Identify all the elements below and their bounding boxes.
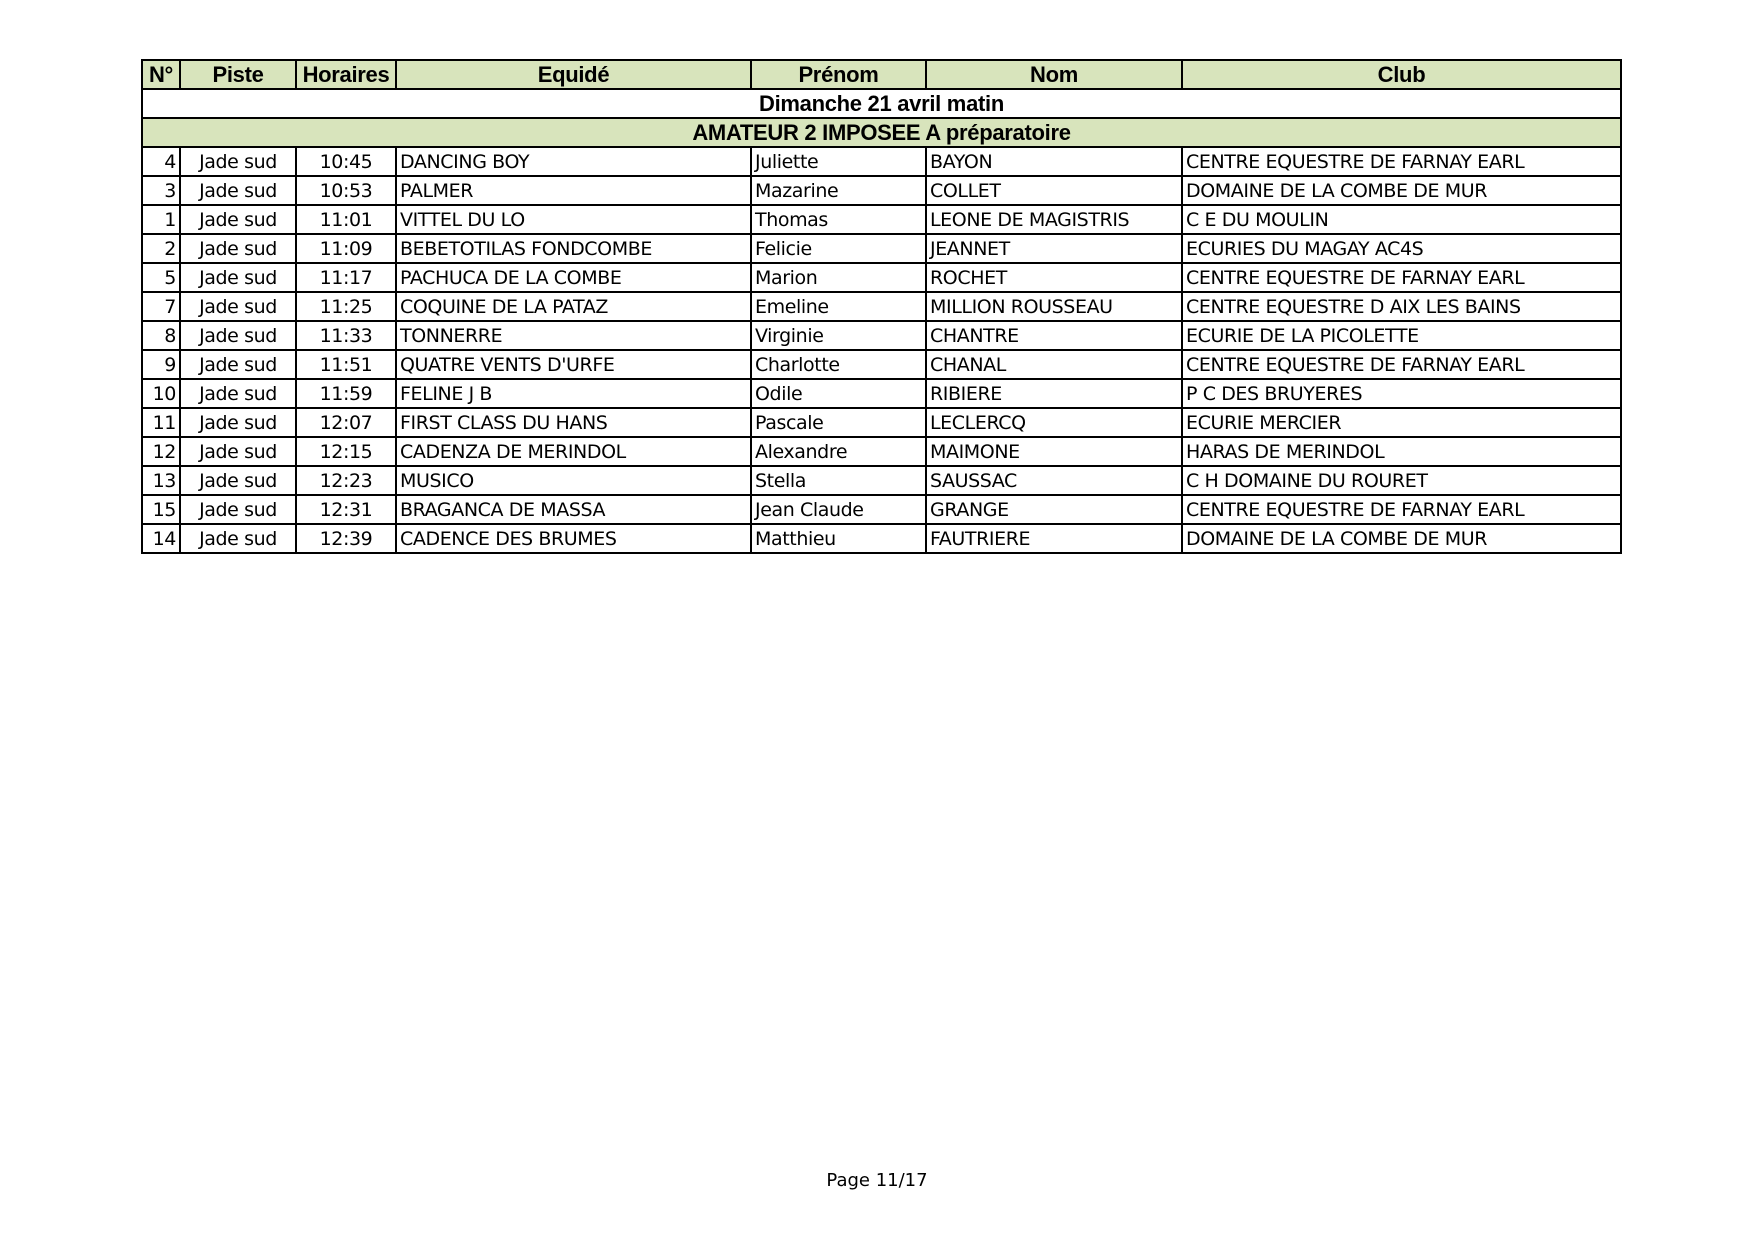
- cell-equide: TONNERRE: [396, 321, 751, 350]
- table-row: [142, 321, 1621, 350]
- cell-horaire: 11:59: [296, 379, 396, 408]
- class-heading: AMATEUR 2 IMPOSEE A préparatoire: [142, 118, 1621, 147]
- cell-piste: Jade sud: [180, 263, 296, 292]
- cell-piste: Jade sud: [180, 205, 296, 234]
- cell-num: 9: [142, 350, 180, 379]
- day-heading-row: [142, 89, 1621, 118]
- cell-equide: FIRST CLASS DU HANS: [396, 408, 751, 437]
- table-row: [142, 263, 1621, 292]
- cell-nom: BAYON: [926, 147, 1182, 176]
- cell-nom: LEONE DE MAGISTRIS: [926, 205, 1182, 234]
- cell-prenom: Emeline: [751, 292, 926, 321]
- cell-club: CENTRE EQUESTRE DE FARNAY EARL: [1182, 147, 1621, 176]
- cell-piste: Jade sud: [180, 408, 296, 437]
- cell-horaire: 11:09: [296, 234, 396, 263]
- col-header-prenom: Prénom: [751, 60, 926, 89]
- cell-num: 11: [142, 408, 180, 437]
- cell-num: 1: [142, 205, 180, 234]
- cell-piste: Jade sud: [180, 292, 296, 321]
- cell-equide: BEBETOTILAS FONDCOMBE: [396, 234, 751, 263]
- cell-horaire: 11:25: [296, 292, 396, 321]
- cell-num: 3: [142, 176, 180, 205]
- cell-horaire: 11:01: [296, 205, 396, 234]
- cell-club: DOMAINE DE LA COMBE DE MUR: [1182, 176, 1621, 205]
- cell-piste: Jade sud: [180, 495, 296, 524]
- cell-club: ECURIES DU MAGAY AC4S: [1182, 234, 1621, 263]
- cell-horaire: 11:17: [296, 263, 396, 292]
- cell-club: ECURIE DE LA PICOLETTE: [1182, 321, 1621, 350]
- cell-club: CENTRE EQUESTRE D AIX LES BAINS: [1182, 292, 1621, 321]
- table-row: [142, 350, 1621, 379]
- cell-prenom: Alexandre: [751, 437, 926, 466]
- cell-horaire: 11:33: [296, 321, 396, 350]
- cell-club: DOMAINE DE LA COMBE DE MUR: [1182, 524, 1621, 553]
- table-row: [142, 495, 1621, 524]
- cell-piste: Jade sud: [180, 437, 296, 466]
- cell-club: C E DU MOULIN: [1182, 205, 1621, 234]
- cell-prenom: Matthieu: [751, 524, 926, 553]
- page-number: Page 11/17: [826, 1170, 928, 1191]
- cell-equide: FELINE J B: [396, 379, 751, 408]
- cell-prenom: Thomas: [751, 205, 926, 234]
- cell-num: 13: [142, 466, 180, 495]
- cell-club: ECURIE MERCIER: [1182, 408, 1621, 437]
- cell-num: 8: [142, 321, 180, 350]
- table-row: [142, 379, 1621, 408]
- cell-num: 10: [142, 379, 180, 408]
- cell-club: C H DOMAINE DU ROURET: [1182, 466, 1621, 495]
- table-row: [142, 292, 1621, 321]
- cell-nom: RIBIERE: [926, 379, 1182, 408]
- cell-num: 14: [142, 524, 180, 553]
- cell-equide: COQUINE DE LA PATAZ: [396, 292, 751, 321]
- cell-nom: LECLERCQ: [926, 408, 1182, 437]
- cell-prenom: Stella: [751, 466, 926, 495]
- table-row: [142, 234, 1621, 263]
- cell-prenom: Virginie: [751, 321, 926, 350]
- cell-equide: PACHUCA DE LA COMBE: [396, 263, 751, 292]
- col-header-horaires: Horaires: [296, 60, 396, 89]
- cell-horaire: 10:45: [296, 147, 396, 176]
- col-header-nom: Nom: [926, 60, 1182, 89]
- cell-nom: MILLION ROUSSEAU: [926, 292, 1182, 321]
- cell-prenom: Felicie: [751, 234, 926, 263]
- start-list-table: [141, 59, 1622, 554]
- cell-equide: QUATRE VENTS D'URFE: [396, 350, 751, 379]
- cell-club: CENTRE EQUESTRE DE FARNAY EARL: [1182, 495, 1621, 524]
- cell-equide: MUSICO: [396, 466, 751, 495]
- table-row: [142, 176, 1621, 205]
- cell-num: 2: [142, 234, 180, 263]
- cell-piste: Jade sud: [180, 176, 296, 205]
- cell-club: CENTRE EQUESTRE DE FARNAY EARL: [1182, 263, 1621, 292]
- cell-prenom: Charlotte: [751, 350, 926, 379]
- cell-nom: JEANNET: [926, 234, 1182, 263]
- cell-prenom: Mazarine: [751, 176, 926, 205]
- cell-num: 12: [142, 437, 180, 466]
- cell-equide: CADENCE DES BRUMES: [396, 524, 751, 553]
- cell-nom: SAUSSAC: [926, 466, 1182, 495]
- cell-piste: Jade sud: [180, 379, 296, 408]
- cell-club: CENTRE EQUESTRE DE FARNAY EARL: [1182, 350, 1621, 379]
- cell-prenom: Marion: [751, 263, 926, 292]
- cell-equide: PALMER: [396, 176, 751, 205]
- cell-horaire: 11:51: [296, 350, 396, 379]
- cell-piste: Jade sud: [180, 524, 296, 553]
- cell-nom: FAUTRIERE: [926, 524, 1182, 553]
- cell-nom: ROCHET: [926, 263, 1182, 292]
- cell-num: 7: [142, 292, 180, 321]
- cell-prenom: Odile: [751, 379, 926, 408]
- cell-nom: GRANGE: [926, 495, 1182, 524]
- cell-equide: DANCING BOY: [396, 147, 751, 176]
- cell-piste: Jade sud: [180, 350, 296, 379]
- cell-piste: Jade sud: [180, 147, 296, 176]
- cell-horaire: 12:23: [296, 466, 396, 495]
- col-header-piste: Piste: [180, 60, 296, 89]
- cell-nom: COLLET: [926, 176, 1182, 205]
- cell-club: HARAS DE MERINDOL: [1182, 437, 1621, 466]
- cell-equide: BRAGANCA DE MASSA: [396, 495, 751, 524]
- cell-nom: CHANAL: [926, 350, 1182, 379]
- cell-equide: VITTEL DU LO: [396, 205, 751, 234]
- cell-equide: CADENZA DE MERINDOL: [396, 437, 751, 466]
- cell-piste: Jade sud: [180, 321, 296, 350]
- col-header-num: N°: [142, 60, 180, 89]
- cell-piste: Jade sud: [180, 466, 296, 495]
- cell-horaire: 12:15: [296, 437, 396, 466]
- cell-prenom: Juliette: [751, 147, 926, 176]
- table-row: [142, 466, 1621, 495]
- cell-club: P C DES BRUYERES: [1182, 379, 1621, 408]
- table-row: [142, 147, 1621, 176]
- cell-nom: CHANTRE: [926, 321, 1182, 350]
- cell-num: 4: [142, 147, 180, 176]
- schedule-sheet: [141, 59, 1620, 554]
- cell-prenom: Jean Claude: [751, 495, 926, 524]
- table-row: [142, 408, 1621, 437]
- col-header-equide: Equidé: [396, 60, 751, 89]
- table-row: [142, 524, 1621, 553]
- table-row: [142, 205, 1621, 234]
- entries-body: [142, 147, 1621, 553]
- cell-prenom: Pascale: [751, 408, 926, 437]
- cell-horaire: 12:07: [296, 408, 396, 437]
- cell-piste: Jade sud: [180, 234, 296, 263]
- col-header-club: Club: [1182, 60, 1621, 89]
- cell-horaire: 12:39: [296, 524, 396, 553]
- class-heading-row: [142, 118, 1621, 147]
- column-header-row: [142, 60, 1621, 89]
- cell-horaire: 12:31: [296, 495, 396, 524]
- cell-num: 5: [142, 263, 180, 292]
- day-heading: Dimanche 21 avril matin: [142, 89, 1621, 118]
- cell-horaire: 10:53: [296, 176, 396, 205]
- table-row: [142, 437, 1621, 466]
- cell-num: 15: [142, 495, 180, 524]
- cell-nom: MAIMONE: [926, 437, 1182, 466]
